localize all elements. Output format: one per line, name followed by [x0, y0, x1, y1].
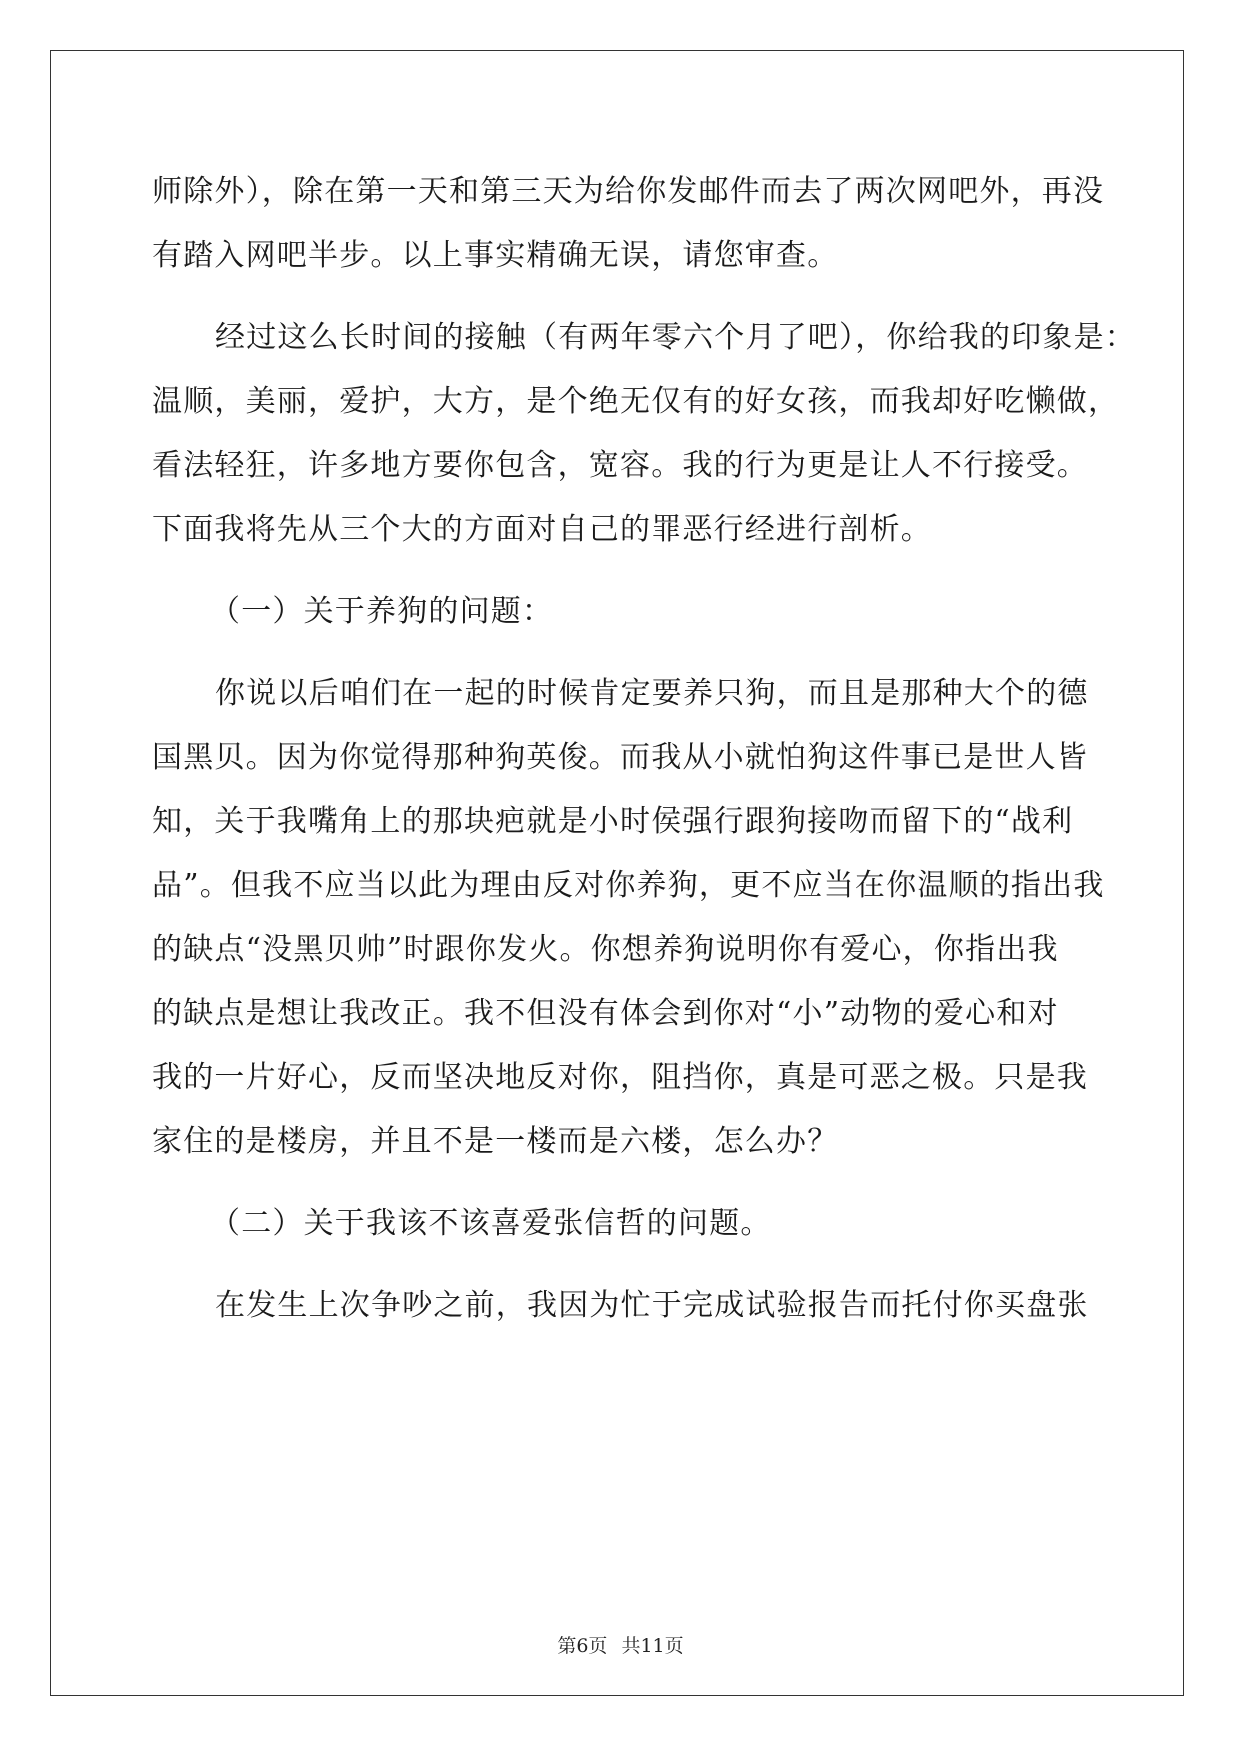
text-line: 下面我将先从三个大的方面对自己的罪恶行经进行剖析。 [152, 512, 932, 547]
text-line: 的缺点是想让我改正。我不但没有体会到你对“小”动物的爱心和对 [152, 996, 1059, 1031]
paragraph-start: 经过这么长时间的接触（有两年零六个月了吧），你给我的印象是： [215, 320, 1136, 355]
text-line: 看法轻狂，许多地方要你包含，宽容。我的行为更是让人不行接受。 [152, 448, 1088, 483]
text-line: 国黑贝。因为你觉得那种狗英俊。而我从小就怕狗这件事已是世人皆 [152, 740, 1088, 775]
text-line: 知，关于我嘴角上的那块疤就是小时侯强行跟狗接吻而留下的“战利 [152, 804, 1074, 839]
paragraph-start: 在发生上次争吵之前，我因为忙于完成试验报告而托付你买盘张 [215, 1288, 1089, 1323]
page-total: 共11页 [621, 1635, 684, 1657]
page-number: 第6页 [557, 1635, 608, 1657]
section-heading: （一）关于养狗的问题： [210, 594, 554, 629]
document-body [152, 160, 1136, 1338]
text-line: 的缺点“没黑贝帅”时跟你发火。你想养狗说明你有爱心，你指出我 [152, 932, 1059, 967]
text-line: 师除外），除在第一天和第三天为给你发邮件而去了两次网吧外，再没 [152, 174, 1105, 209]
text-line: 家住的是楼房，并且不是一楼而是六楼，怎么办？ [152, 1124, 839, 1159]
text-line: 有踏入网吧半步。以上事实精确无误，请您审查。 [152, 238, 839, 273]
text-line: 我的一片好心，反而坚决地反对你，阻挡你，真是可恶之极。只是我 [152, 1060, 1088, 1095]
text-line: 品”。但我不应当以此为理由反对你养狗，更不应当在你温顺的指出我 [152, 868, 1105, 903]
text-line: 温顺，美丽，爱护，大方，是个绝无仅有的好女孩，而我却好吃懒做， [152, 384, 1120, 419]
paragraph-start: 你说以后咱们在一起的时候肯定要养只狗，而且是那种大个的德 [215, 676, 1089, 711]
section-heading: （二）关于我该不该喜爱张信哲的问题。 [210, 1206, 772, 1241]
page-footer [0, 1631, 1241, 1658]
